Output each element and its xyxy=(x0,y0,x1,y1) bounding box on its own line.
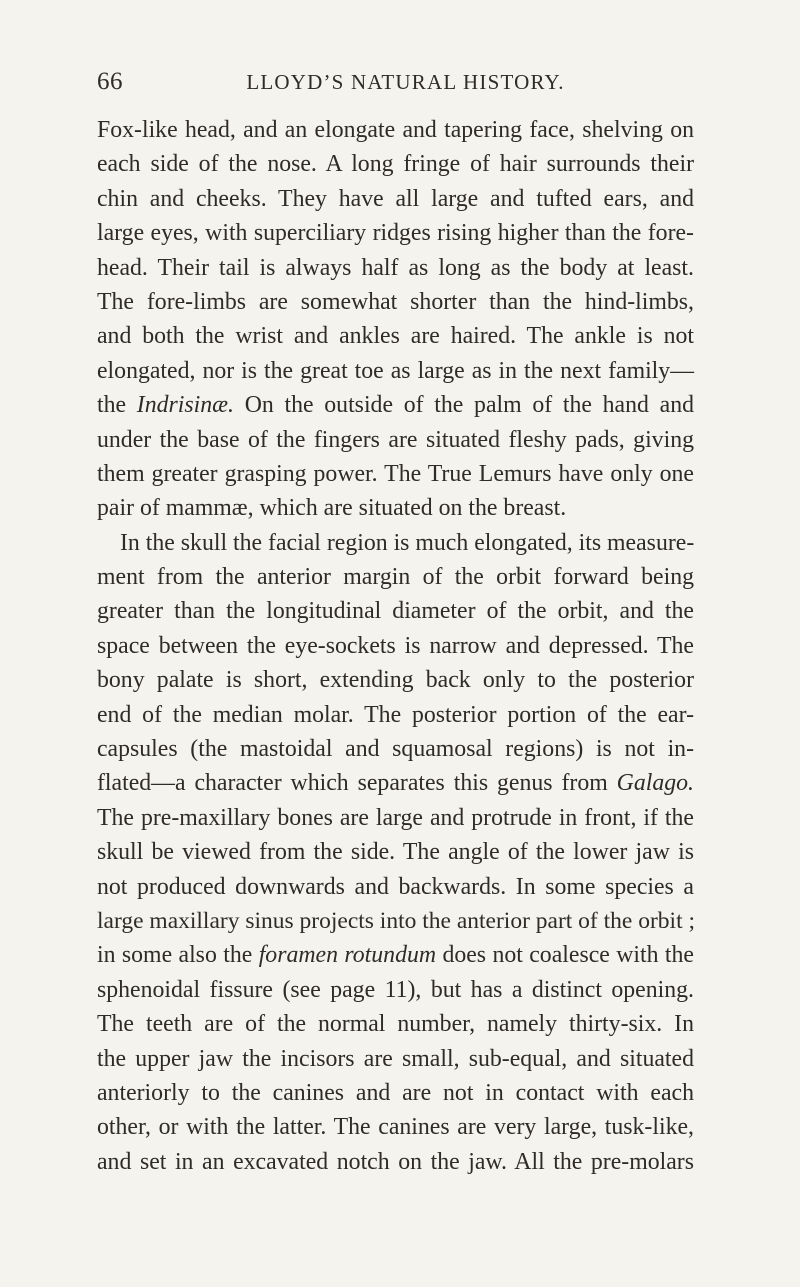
text-line xyxy=(97,491,694,525)
text-segment: bony palate is short, extending back only to the posterior xyxy=(97,667,694,694)
italic-term: foramen rotundum xyxy=(258,942,437,969)
text-line xyxy=(97,113,694,147)
text-segment: in some also the xyxy=(97,942,259,969)
text-segment: large eyes, with superciliary ridges rising higher than the fore- xyxy=(97,220,694,247)
text-segment: large maxillary sinus projects into the anterior part of the orbit ; xyxy=(97,907,695,934)
text-segment: capsules (the mastoidal and squamosal regions) is not in- xyxy=(97,736,694,763)
text-line xyxy=(97,1145,694,1179)
text-line xyxy=(97,698,694,732)
text-segment: On the outside of the palm of the hand and xyxy=(233,392,694,419)
text-segment: ment from the anterior margin of the orbit forward being xyxy=(97,564,694,591)
text-line xyxy=(97,663,694,697)
body-text xyxy=(97,113,694,1179)
text-line xyxy=(97,629,694,663)
text-segment: elongated, nor is the great toe as large as in the next family— xyxy=(97,357,694,384)
text-line xyxy=(97,870,694,904)
text-segment: The teeth are of the normal number, namely thirty-six. In xyxy=(97,1011,694,1038)
text-segment: end of the median molar. The posterior portion of the ear- xyxy=(97,701,694,728)
text-line xyxy=(97,216,694,250)
text-segment: not produced downwards and backwards. In some species a xyxy=(97,873,694,900)
text-line xyxy=(97,319,694,353)
text-line xyxy=(97,732,694,766)
text-segment: anteriorly to the canines and are not in contact with each xyxy=(97,1079,694,1106)
text-segment: greater than the longitudinal diameter of the orbit, and the xyxy=(97,598,694,625)
italic-term: Indrisinæ. xyxy=(136,392,234,419)
text-segment: pair of mammæ, which are situated on the breast. xyxy=(97,495,567,522)
text-segment: and set in an excavated notch on the jaw. All the pre-molars xyxy=(97,1148,694,1175)
text-line xyxy=(97,1076,694,1110)
text-segment: In the skull the facial region is much elongated, its measure- xyxy=(120,529,695,556)
italic-term: Galago. xyxy=(616,770,694,797)
text-line xyxy=(97,801,694,835)
text-segment: them greater grasping power. The True Lemurs have only one xyxy=(97,460,694,487)
text-line xyxy=(97,1110,694,1144)
text-segment: The fore-limbs are somewhat shorter than the hind-limbs, xyxy=(97,288,694,315)
text-segment: The pre-maxillary bones are large and protrude in front, if the xyxy=(97,804,694,831)
page-number: 66 xyxy=(97,68,123,95)
text-line xyxy=(97,182,694,216)
text-segment: the upper jaw the incisors are small, sub-equal, and situated xyxy=(97,1045,694,1072)
text-segment: each side of the nose. A long fringe of hair surrounds their xyxy=(97,151,694,178)
running-title: LLOYD’S NATURAL HISTORY. xyxy=(246,70,565,94)
text-segment: skull be viewed from the side. The angle of the lower jaw is xyxy=(97,839,694,866)
text-segment: head. Their tail is always half as long as the body at least. xyxy=(97,254,694,281)
text-segment: other, or with the latter. The canines are very large, tusk-like, xyxy=(97,1114,694,1141)
text-line xyxy=(97,835,694,869)
text-segment: space between the eye-sockets is narrow and depressed. The xyxy=(97,632,694,659)
text-segment: and both the wrist and ankles are haired. The ankle is not xyxy=(97,323,694,350)
text-line xyxy=(97,1007,694,1041)
text-segment: flated—a character which separates this genus from xyxy=(97,770,617,797)
text-line xyxy=(97,526,694,560)
text-line xyxy=(97,147,694,181)
text-line xyxy=(97,904,694,938)
text-line xyxy=(97,251,694,285)
text-line xyxy=(97,354,694,388)
text-line xyxy=(97,457,694,491)
text-line xyxy=(97,1042,694,1076)
text-line xyxy=(97,388,694,422)
text-segment: Fox-like head, and an elongate and tapering face, shelving on xyxy=(97,117,694,143)
text-segment: the xyxy=(97,392,137,419)
text-line xyxy=(97,766,694,800)
text-line xyxy=(97,560,694,594)
text-segment: sphenoidal fissure (see page 11), but has a distinct opening. xyxy=(97,976,694,1003)
text-segment: does not coalesce with the xyxy=(436,942,694,969)
text-line xyxy=(97,285,694,319)
text-segment: under the base of the fingers are situated fleshy pads, giving xyxy=(97,426,694,453)
text-line xyxy=(97,973,694,1007)
text-segment: chin and cheeks. They have all large and tufted ears, and xyxy=(97,185,694,212)
text-line xyxy=(97,938,694,972)
text-line xyxy=(97,594,694,628)
page-header xyxy=(97,68,694,102)
text-line xyxy=(97,423,694,457)
